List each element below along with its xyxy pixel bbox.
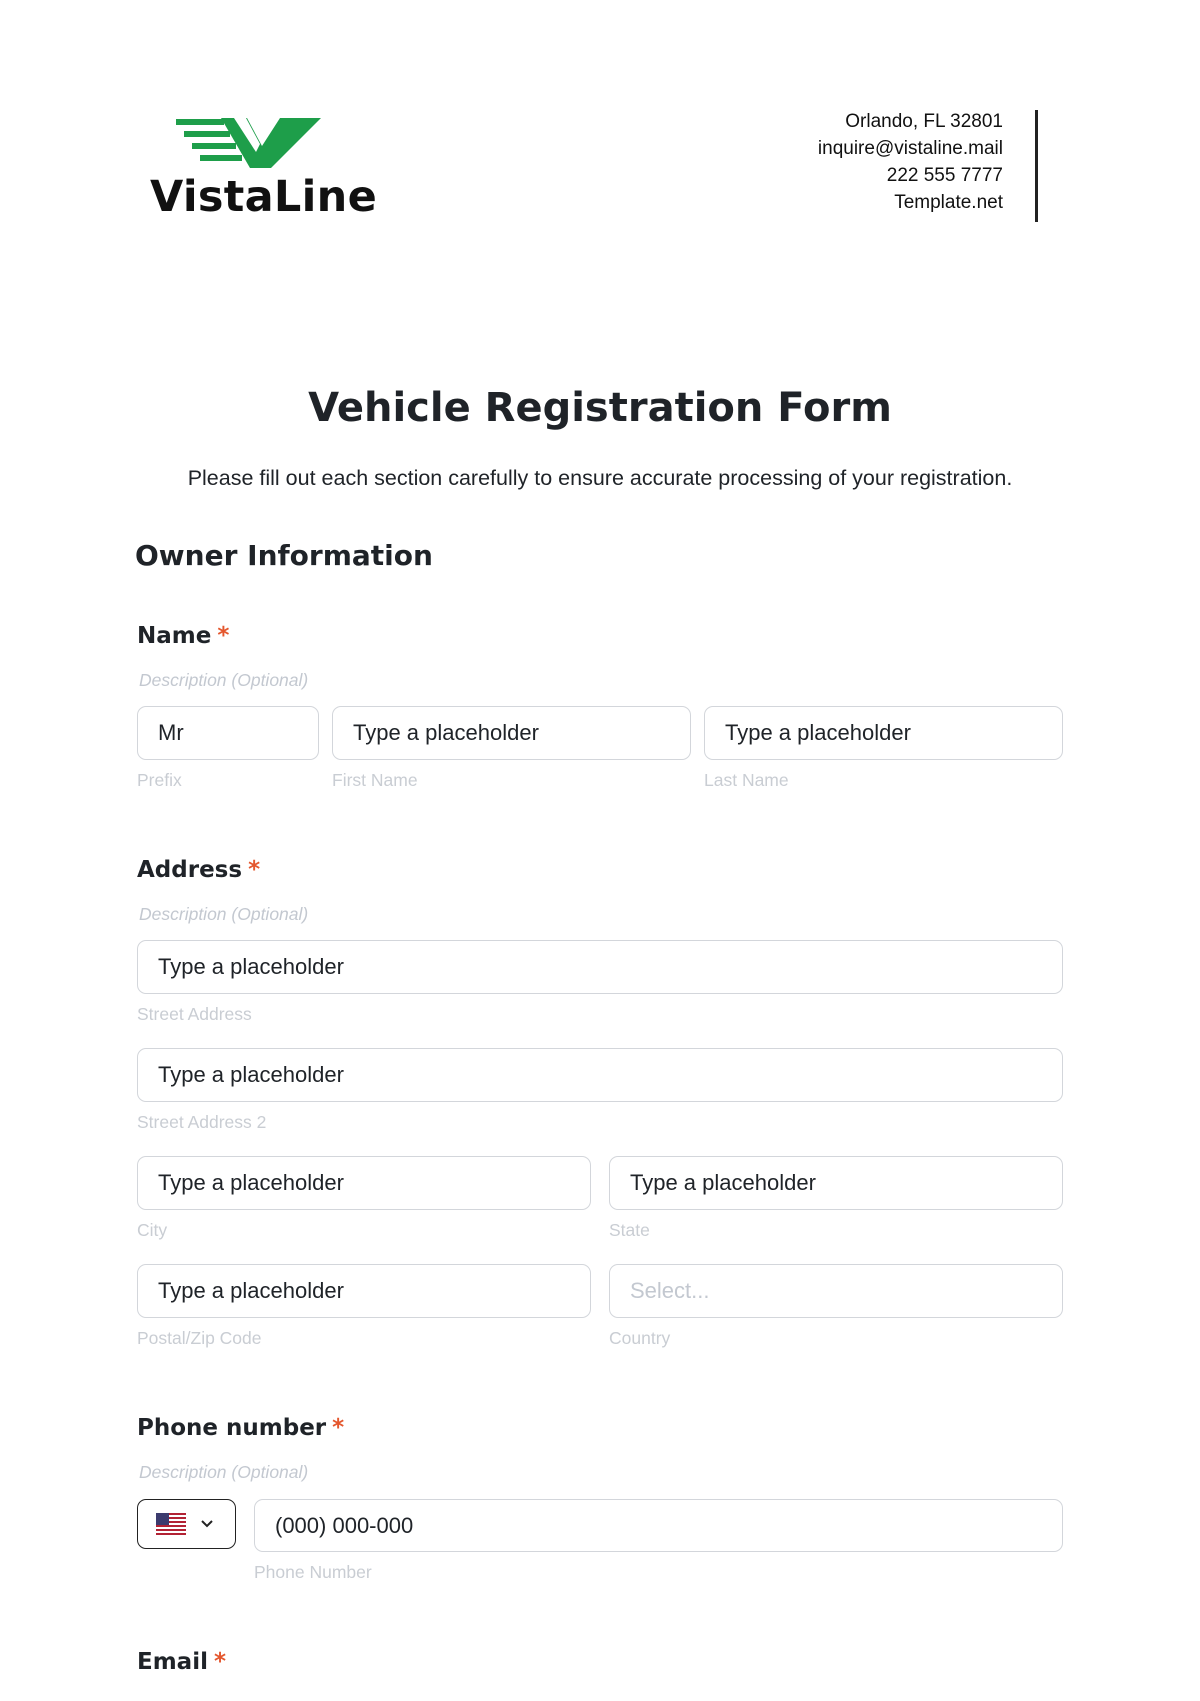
email-label-text: Email: [137, 1649, 208, 1675]
postal-code-sublabel: Postal/Zip Code: [137, 1328, 262, 1348]
address-description: Description (Optional): [139, 904, 309, 924]
phone-country-select[interactable]: [137, 1499, 236, 1549]
chevron-down-icon: [200, 1519, 214, 1529]
required-marker: *: [248, 857, 261, 883]
first-name-sublabel: First Name: [332, 770, 418, 790]
section-owner-information: Owner Information: [135, 539, 433, 572]
name-label-text: Name: [137, 623, 212, 649]
brand-name: VistaLine: [150, 172, 378, 222]
contact-phone: 222 555 7777: [886, 165, 1003, 186]
first-name-input[interactable]: Type a placeholder: [332, 706, 691, 760]
phone-number-input[interactable]: (000) 000-000: [254, 1499, 1063, 1552]
phone-number-sublabel: Phone Number: [254, 1562, 372, 1582]
phone-label-text: Phone number: [137, 1415, 327, 1441]
contact-divider: [1035, 110, 1038, 222]
vistaline-logo-icon: [176, 116, 326, 168]
name-label: [137, 623, 229, 649]
form-title: Vehicle Registration Form: [308, 385, 892, 431]
contact-info: [818, 108, 1003, 216]
country-sublabel: Country: [609, 1328, 671, 1348]
street-address-sublabel: Street Address: [137, 1004, 252, 1024]
street-address-2-input[interactable]: Type a placeholder: [137, 1048, 1063, 1102]
phone-label: [137, 1415, 344, 1441]
prefix-sublabel: Prefix: [137, 770, 182, 790]
required-marker: *: [217, 623, 230, 649]
required-marker: *: [332, 1415, 345, 1441]
address-label-text: Address: [137, 857, 243, 883]
country-select[interactable]: Select...: [609, 1264, 1063, 1318]
required-marker: *: [213, 1649, 226, 1675]
form-subtitle: Please fill out each section carefully to ensure accurate processing of your registration.: [187, 466, 1013, 490]
address-label: [137, 857, 260, 883]
prefix-input[interactable]: Mr: [137, 706, 319, 760]
postal-code-input[interactable]: Type a placeholder: [137, 1264, 591, 1318]
brand-logo: [150, 112, 378, 222]
email-label: [137, 1649, 226, 1675]
contact-website: Template.net: [894, 192, 1003, 213]
last-name-sublabel: Last Name: [704, 770, 789, 790]
contact-email: inquire@vistaline.mail: [817, 138, 1003, 159]
us-flag-icon: [156, 1513, 186, 1535]
city-sublabel: City: [137, 1220, 168, 1240]
last-name-input[interactable]: Type a placeholder: [704, 706, 1063, 760]
state-sublabel: State: [609, 1220, 650, 1240]
contact-address: Orlando, FL 32801: [845, 111, 1003, 132]
street-address-input[interactable]: Type a placeholder: [137, 940, 1063, 994]
city-input[interactable]: Type a placeholder: [137, 1156, 591, 1210]
phone-description: Description (Optional): [139, 1462, 309, 1482]
name-description: Description (Optional): [139, 670, 309, 690]
state-input[interactable]: Type a placeholder: [609, 1156, 1063, 1210]
street-address-2-sublabel: Street Address 2: [137, 1112, 267, 1132]
